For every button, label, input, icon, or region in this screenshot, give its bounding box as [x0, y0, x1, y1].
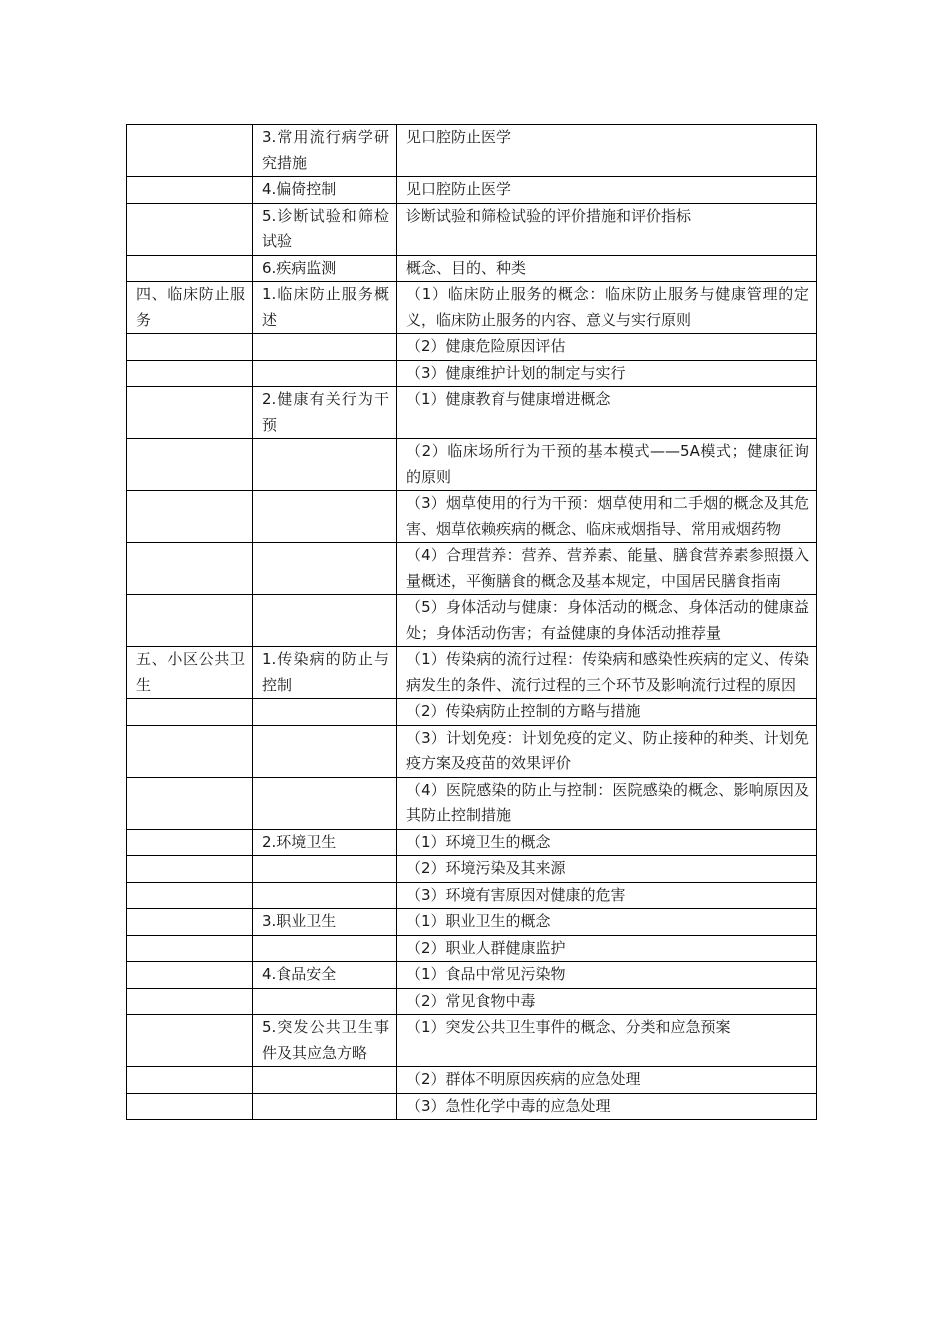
section-cell: 四、临床防止服务 — [127, 282, 253, 334]
topic-cell — [253, 1093, 397, 1120]
topic-cell — [253, 543, 397, 595]
content-cell: （1）临床防止服务的概念：临床防止服务与健康管理的定义，临床防止服务的内容、意义与实行原则 — [397, 282, 817, 334]
section-cell — [127, 387, 253, 439]
content-cell: （1）传染病的流行过程：传染病和感染性疾病的定义、传染病发生的条件、流行过程的三个环节及影响流行过程的原因 — [397, 647, 817, 699]
content-cell: （2）临床场所行为干预的基本模式——5A模式；健康征询的原则 — [397, 439, 817, 491]
syllabus-table — [126, 124, 817, 1120]
topic-cell: 3.常用流行病学研究措施 — [253, 125, 397, 177]
table-row — [127, 962, 817, 989]
content-cell: （3）急性化学中毒的应急处理 — [397, 1093, 817, 1120]
topic-cell — [253, 334, 397, 361]
section-cell — [127, 255, 253, 282]
section-cell — [127, 125, 253, 177]
table-row — [127, 909, 817, 936]
table-row — [127, 856, 817, 883]
topic-cell — [253, 439, 397, 491]
content-cell: （2）职业人群健康监护 — [397, 935, 817, 962]
table-row — [127, 125, 817, 177]
table-row — [127, 699, 817, 726]
content-cell: （3）健康维护计划的制定与实行 — [397, 360, 817, 387]
topic-cell — [253, 1067, 397, 1094]
section-cell: 五、小区公共卫生 — [127, 647, 253, 699]
section-cell — [127, 360, 253, 387]
section-cell — [127, 1015, 253, 1067]
section-cell — [127, 988, 253, 1015]
topic-cell: 2.健康有关行为干预 — [253, 387, 397, 439]
content-cell: （2）健康危险原因评估 — [397, 334, 817, 361]
table-row — [127, 282, 817, 334]
topic-cell: 1.传染病的防止与控制 — [253, 647, 397, 699]
topic-cell: 3.职业卫生 — [253, 909, 397, 936]
topic-cell — [253, 882, 397, 909]
content-cell: （3）计划免疫：计划免疫的定义、防止接种的种类、计划免疫方案及疫苗的效果评价 — [397, 725, 817, 777]
table-row — [127, 829, 817, 856]
content-cell: （1）突发公共卫生事件的概念、分类和应急预案 — [397, 1015, 817, 1067]
content-cell: （1）食品中常见污染物 — [397, 962, 817, 989]
table-row — [127, 360, 817, 387]
table-row — [127, 255, 817, 282]
topic-cell — [253, 935, 397, 962]
table-row — [127, 334, 817, 361]
section-cell — [127, 491, 253, 543]
section-cell — [127, 334, 253, 361]
content-cell: （3）烟草使用的行为干预：烟草使用和二手烟的概念及其危害、烟草依赖疾病的概念、临床戒烟指导、常用戒烟药物 — [397, 491, 817, 543]
topic-cell — [253, 777, 397, 829]
topic-cell: 1.临床防止服务概述 — [253, 282, 397, 334]
content-cell: （1）健康教育与健康增进概念 — [397, 387, 817, 439]
section-cell — [127, 543, 253, 595]
section-cell — [127, 882, 253, 909]
section-cell — [127, 595, 253, 647]
content-cell: （1）环境卫生的概念 — [397, 829, 817, 856]
table-row — [127, 1093, 817, 1120]
section-cell — [127, 1067, 253, 1094]
content-cell: （3）环境有害原因对健康的危害 — [397, 882, 817, 909]
content-cell: 诊断试验和筛检试验的评价措施和评价指标 — [397, 203, 817, 255]
content-cell: 概念、目的、种类 — [397, 255, 817, 282]
table-row — [127, 935, 817, 962]
table-row — [127, 491, 817, 543]
section-cell — [127, 909, 253, 936]
section-cell — [127, 725, 253, 777]
topic-cell — [253, 725, 397, 777]
table-row — [127, 203, 817, 255]
section-cell — [127, 962, 253, 989]
section-cell — [127, 699, 253, 726]
topic-cell — [253, 856, 397, 883]
content-cell: （4）医院感染的防止与控制：医院感染的概念、影响原因及其防止控制措施 — [397, 777, 817, 829]
table-row — [127, 177, 817, 204]
topic-cell — [253, 699, 397, 726]
section-cell — [127, 439, 253, 491]
table-row — [127, 595, 817, 647]
table-row — [127, 387, 817, 439]
topic-cell: 5.突发公共卫生事件及其应急方略 — [253, 1015, 397, 1067]
topic-cell — [253, 360, 397, 387]
table-row — [127, 882, 817, 909]
table-row — [127, 543, 817, 595]
content-cell: （2）常见食物中毒 — [397, 988, 817, 1015]
topic-cell — [253, 595, 397, 647]
topic-cell — [253, 491, 397, 543]
table-row — [127, 647, 817, 699]
section-cell — [127, 177, 253, 204]
topic-cell: 5.诊断试验和筛检试验 — [253, 203, 397, 255]
table-body — [127, 125, 817, 1120]
content-cell: （5）身体活动与健康：身体活动的概念、身体活动的健康益处；身体活动伤害；有益健康的身体活动推荐量 — [397, 595, 817, 647]
topic-cell: 6.疾病监测 — [253, 255, 397, 282]
table-row — [127, 988, 817, 1015]
table-row — [127, 1067, 817, 1094]
table-row — [127, 1015, 817, 1067]
topic-cell: 4.偏倚控制 — [253, 177, 397, 204]
content-cell: （1）职业卫生的概念 — [397, 909, 817, 936]
section-cell — [127, 1093, 253, 1120]
table-row — [127, 777, 817, 829]
topic-cell: 4.食品安全 — [253, 962, 397, 989]
topic-cell — [253, 988, 397, 1015]
section-cell — [127, 856, 253, 883]
content-cell: （2）传染病防止控制的方略与措施 — [397, 699, 817, 726]
content-cell: （4）合理营养：营养、营养素、能量、膳食营养素参照摄入量概述，平衡膳食的概念及基本规定，中国居民膳食指南 — [397, 543, 817, 595]
topic-cell: 2.环境卫生 — [253, 829, 397, 856]
content-cell: （2）环境污染及其来源 — [397, 856, 817, 883]
table-row — [127, 439, 817, 491]
content-cell: 见口腔防止医学 — [397, 125, 817, 177]
content-cell: 见口腔防止医学 — [397, 177, 817, 204]
content-cell: （2）群体不明原因疾病的应急处理 — [397, 1067, 817, 1094]
section-cell — [127, 203, 253, 255]
section-cell — [127, 829, 253, 856]
table-row — [127, 725, 817, 777]
section-cell — [127, 935, 253, 962]
section-cell — [127, 777, 253, 829]
